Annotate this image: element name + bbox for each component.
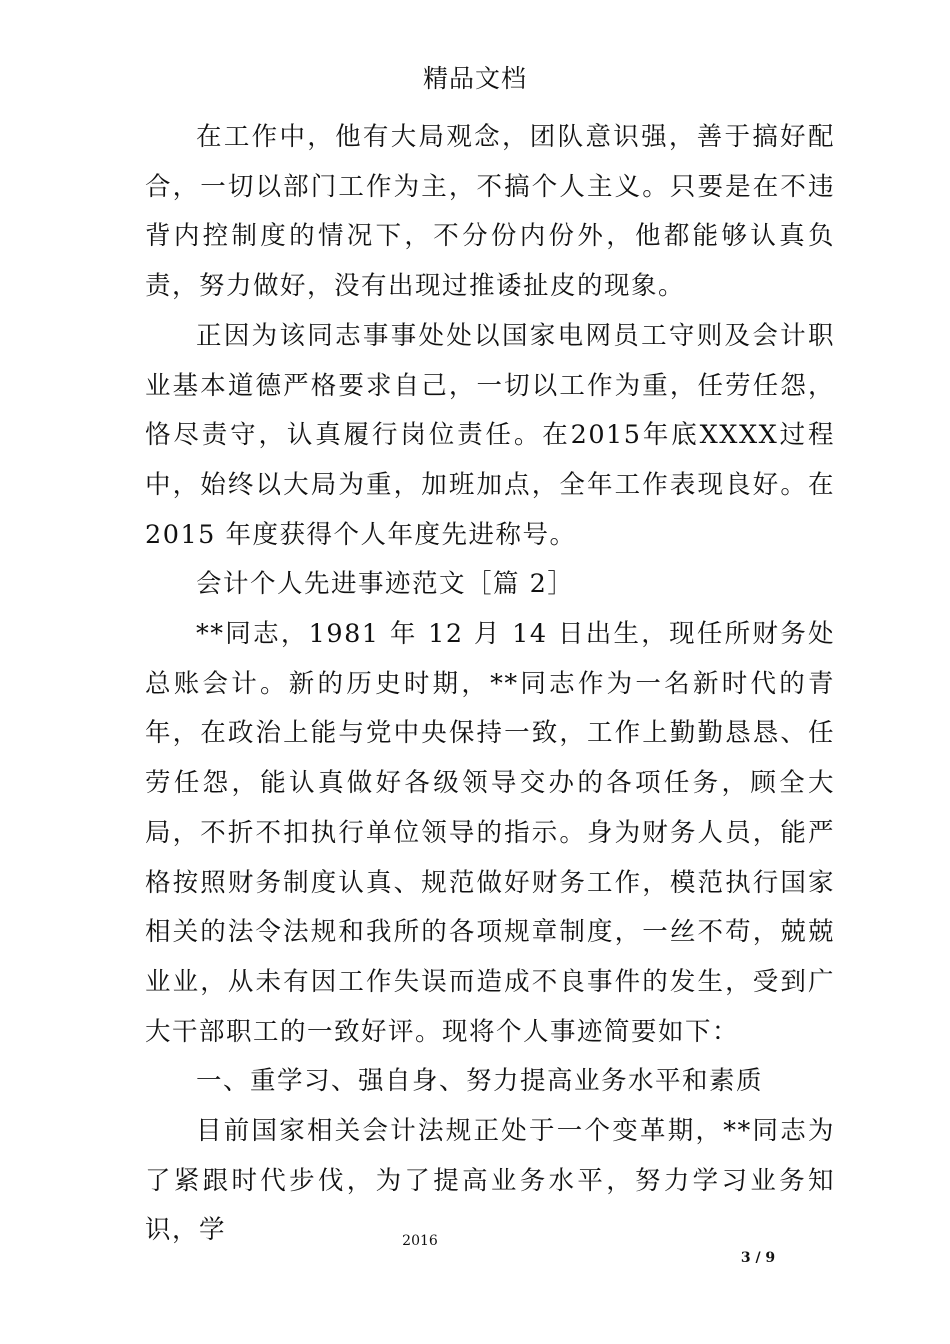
section-title: 会计个人先进事迹范文［篇 2］ (196, 569, 575, 600)
page-number: 3 / 9 (740, 1250, 776, 1266)
paragraph: **同志，1981 年 12 月 14 日出生，现任所财务处总账会计。新的历史时期，**同志作为一名新时代的青年，在政治上能与党中央保持一致，工作上勤勤恳恳、任劳任怨，能认真做好各级领导交办的各项任务，顾全大局，不折不扣执行单位领导的指示。身为财务人员，能严格按照财务制度认真、规范做好财务工作，模范执行国家相关的法令法规和我所的各项规章制度，一丝不苟，兢兢业业，从未有因工作失误而造成不良事件的发生，受到广大干部职工的一致好评。现将个人事迹简要如下： (145, 619, 835, 1047)
page-header-title: 精品文档 (422, 64, 527, 93)
footer-year: 2016 (402, 1233, 438, 1249)
section-heading: 一、重学习、强自身、努力提高业务水平和素质 (196, 1066, 764, 1097)
paragraph: 目前国家相关会计法规正处于一个变革期，**同志为了紧跟时代步伐，为了提高业务水平，努力学习业务知识，学 (145, 1116, 835, 1246)
paragraph: 正因为该同志事事处处以国家电网员工守则及会计职业基本道德严格要求自己，一切以工作为重，任劳任怨，恪尽责守，认真履行岗位责任。在2015年底XXXX过程中，始终以大局为重，加班加点，全年工作表现良好。在 2015 年度获得个人年度先进称号。 (145, 320, 835, 550)
paragraph: 在工作中，他有大局观念，团队意识强，善于搞好配合，一切以部门工作为主，不搞个人主义。只要是在不违背内控制度的情况下，不分份内份外，他都能够认真负责，努力做好，没有出现过推诿扯皮的现象。 (145, 122, 835, 302)
document-body (145, 113, 835, 1256)
